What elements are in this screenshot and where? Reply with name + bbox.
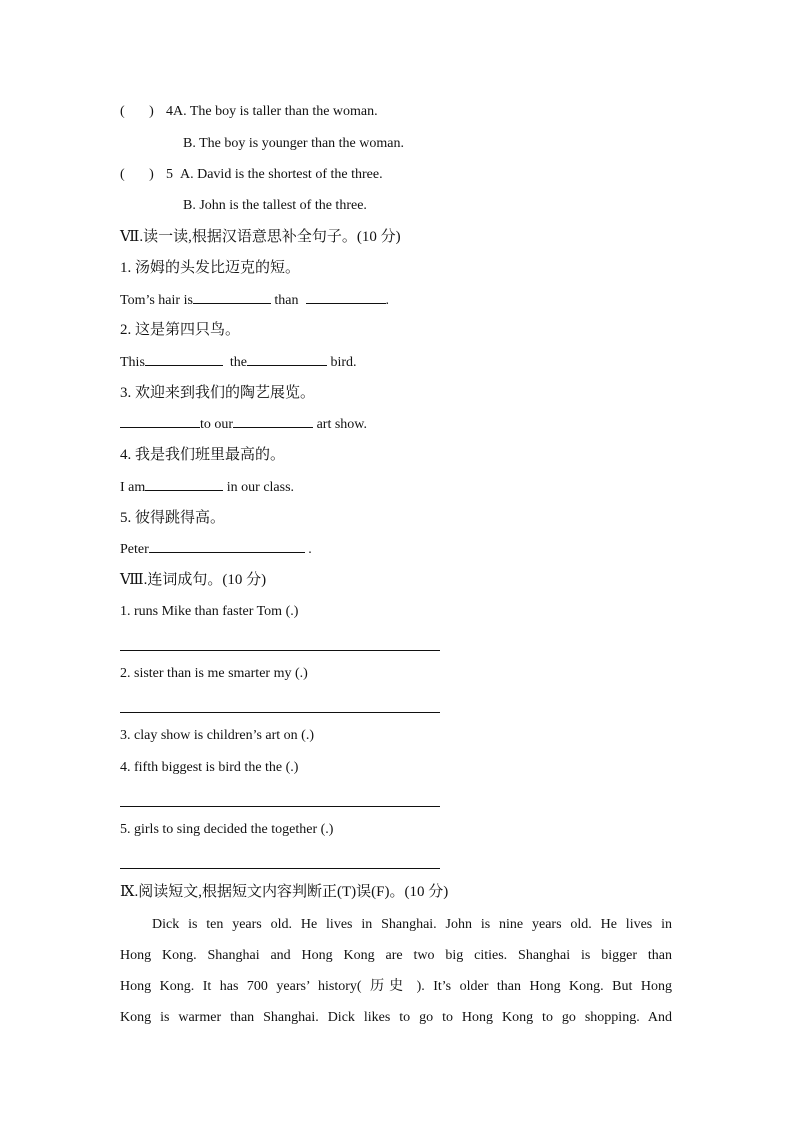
word-order-item: 4. fifth biggest is bird the the (.)	[120, 760, 299, 775]
fill-sentence-3: to our art show.	[120, 414, 367, 435]
answer-line[interactable]	[120, 712, 440, 713]
blank-field[interactable]	[145, 352, 223, 366]
answer-line[interactable]	[120, 650, 440, 651]
option-a: A. The boy is taller than the woman.	[173, 104, 378, 119]
passage-line: Dick is ten years old. He lives in Shanghai. John is nine years old. He lives in	[152, 917, 672, 932]
option-a: A. David is the shortest of the three.	[180, 167, 383, 182]
passage-line: Kong is warmer than Shanghai. Dick likes to go to Hong Kong to go shopping. And	[120, 1010, 672, 1025]
item-number: 5	[166, 167, 173, 182]
fill-sentence-4: I am in our class.	[120, 477, 294, 498]
section-9-title: Ⅸ.阅读短文,根据短文内容判断正(T)误(F)。(10 分)	[120, 884, 449, 900]
blank-field[interactable]	[149, 539, 305, 553]
passage-line: Hong Kong. It has 700 years’ history( 历史 ). It’s older than Hong Kong. But Hong	[120, 979, 672, 994]
translation-prompt: 4. 我是我们班里最高的。	[120, 447, 286, 463]
section-8-title: Ⅷ.连词成句。(10 分)	[120, 572, 267, 588]
word-order-item: 1. runs Mike than faster Tom (.)	[120, 604, 299, 619]
fill-sentence-2: This the bird.	[120, 352, 357, 373]
choice-item-4	[120, 102, 378, 122]
answer-line[interactable]	[120, 806, 440, 807]
fill-sentence-5: Peter .	[120, 539, 312, 560]
answer-bracket[interactable]: ( )	[120, 167, 154, 182]
answer-line[interactable]	[120, 868, 440, 869]
blank-field[interactable]	[145, 477, 223, 491]
fill-sentence-1: Tom’s hair is than .	[120, 290, 389, 311]
section-7-title: Ⅶ.读一读,根据汉语意思补全句子。(10 分)	[120, 229, 401, 245]
word-order-item: 2. sister than is me smarter my (.)	[120, 666, 308, 681]
answer-bracket[interactable]: ( )	[120, 104, 154, 119]
blank-field[interactable]	[233, 414, 313, 428]
blank-field[interactable]	[306, 290, 386, 304]
option-b: B. John is the tallest of the three.	[183, 198, 367, 213]
word-order-item: 5. girls to sing decided the together (.)	[120, 822, 334, 837]
blank-field[interactable]	[193, 290, 271, 304]
choice-item-5	[120, 165, 383, 185]
word-order-item: 3. clay show is children’s art on (.)	[120, 728, 315, 743]
item-number: 4	[166, 104, 173, 119]
translation-prompt: 1. 汤姆的头发比迈克的短。	[120, 260, 301, 276]
passage-line: Hong Kong. Shanghai and Hong Kong are two big cities. Shanghai is bigger than	[120, 948, 672, 963]
translation-prompt: 2. 这是第四只鸟。	[120, 322, 241, 338]
blank-field[interactable]	[247, 352, 327, 366]
option-b: B. The boy is younger than the woman.	[183, 136, 404, 151]
translation-prompt: 3. 欢迎来到我们的陶艺展览。	[120, 385, 316, 401]
blank-field[interactable]	[120, 414, 200, 428]
translation-prompt: 5. 彼得跳得高。	[120, 510, 226, 526]
